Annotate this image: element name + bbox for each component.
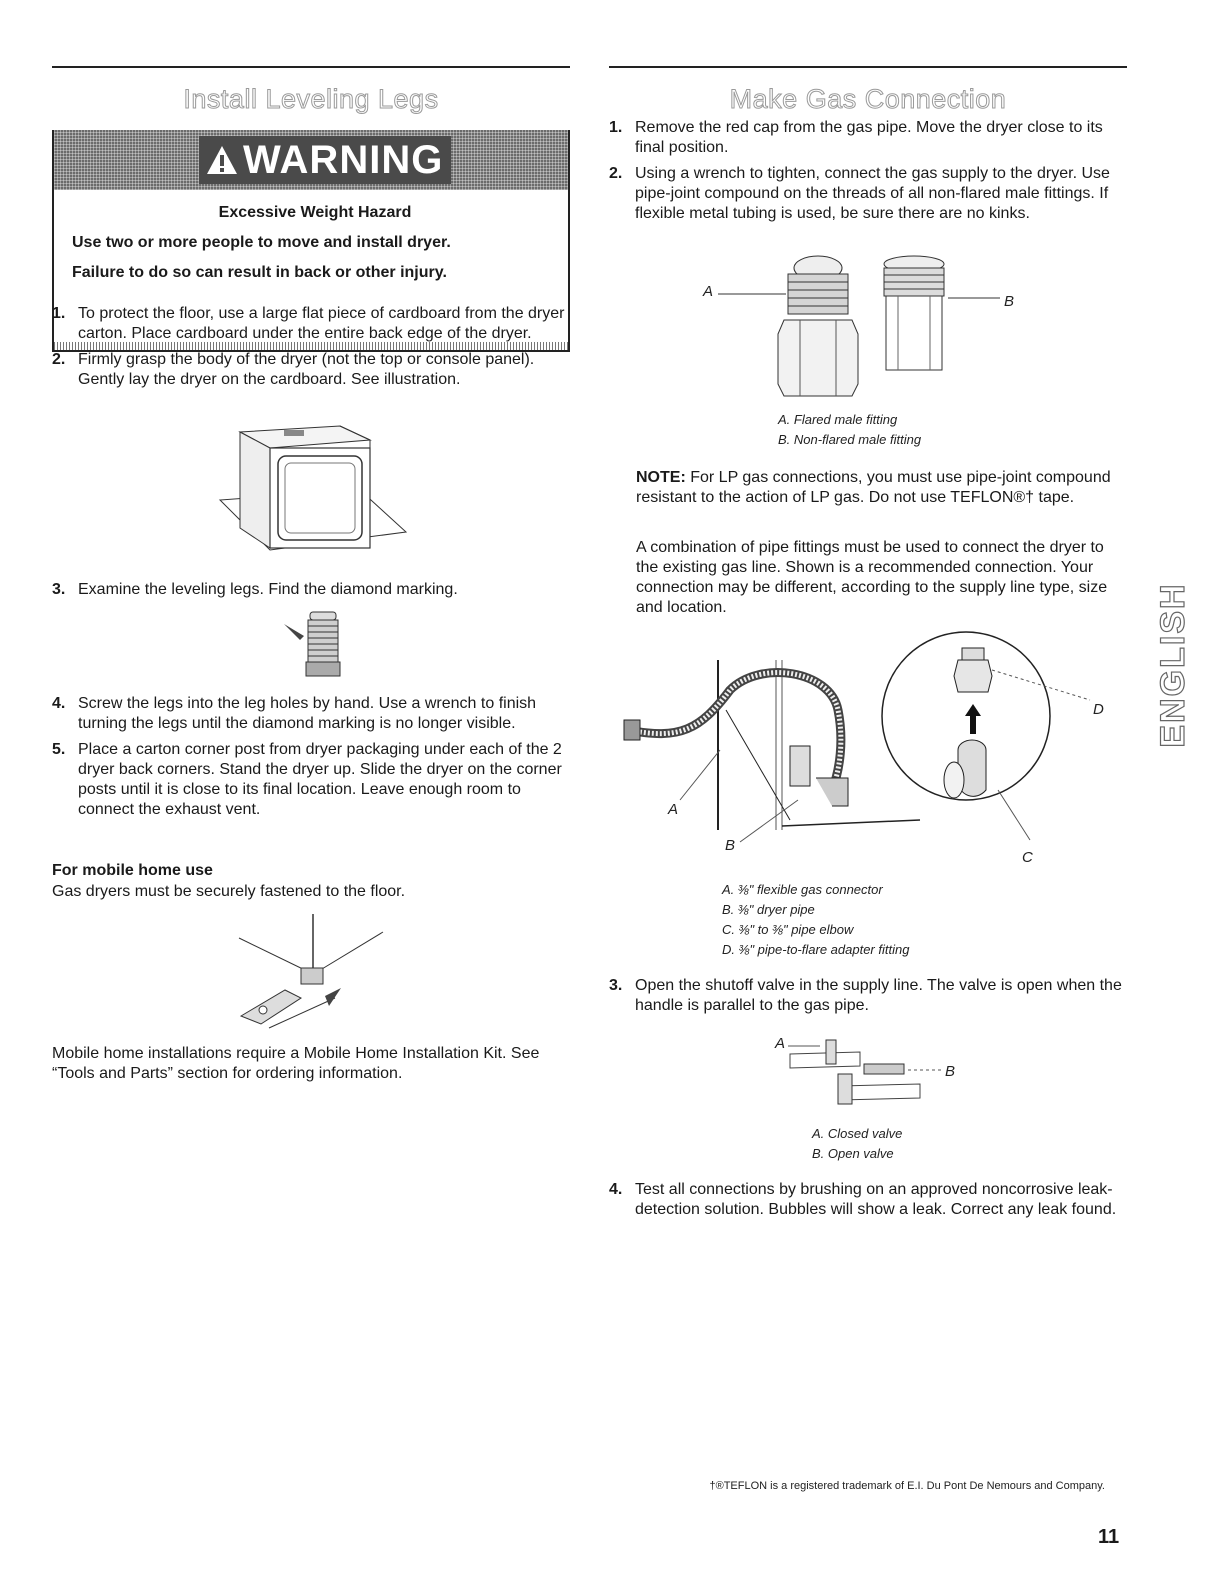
warning-hazard: Excessive Weight Hazard [218,204,412,221]
step-text: Firmly grasp the body of the dryer (not the top or console panel). Gently lay the dryer on the cardboard. See illustration. [78,351,535,388]
conn-caption-b: B. ⅜" dryer pipe [722,902,815,917]
mobile-home-heading: For mobile home use [52,862,213,879]
language-side-tab [1148,560,1198,770]
step-number: 2. [52,351,66,368]
warning-line-1: Use two or more people to move and install dryer. [72,234,451,251]
pipe-combination-text: A combination of pipe fittings must be used to connect the dryer to the existing gas line. Shown is a recommended connection. Your connection may be different, according to the supply line type, size and location. [636,539,1108,616]
valve-label-b: B [945,1063,956,1080]
list-item [52,740,572,820]
step-text: Remove the red cap from the gas pipe. Move the dryer close to its final position. [635,119,1103,156]
conn-label-a: A [668,801,679,818]
list-item [609,164,1129,224]
fitting-label-b: B [1004,293,1015,310]
list-item [52,694,572,734]
right-steps-1-2 [609,118,1129,230]
left-section-title: Install Leveling Legs [183,84,439,114]
list-item [52,580,572,600]
conn-label-b: B [725,837,736,854]
right-column [609,66,1127,116]
warning-word: WARNING [243,138,444,182]
step-number: 4. [52,695,66,712]
left-top-rule [52,66,570,68]
valve-caption-b: B. Open valve [812,1146,894,1161]
step-number: 4. [609,1181,623,1198]
list-item [52,304,572,344]
conn-caption-a: A. ⅜" flexible gas connector [722,882,883,897]
warning-triangle-icon [205,144,239,176]
teflon-footnote: †®TEFLON is a registered trademark of E.I. Du Pont De Nemours and Company. [709,1480,1105,1492]
warning-line-2: Failure to do so can result in back or other injury. [72,264,447,281]
mobile-home-text: Gas dryers must be securely fastened to the floor. [52,883,406,900]
conn-label-c: C [1022,849,1033,866]
page-number: 11 [1098,1526,1120,1548]
step-number: 1. [52,305,66,322]
list-item [609,1180,1129,1220]
fittings-illustration [700,254,1030,404]
gas-connection-illustration [620,630,1100,860]
step-number: 5. [52,741,66,758]
step-number: 1. [609,119,623,136]
valve-caption-a: A. Closed valve [812,1126,903,1141]
list-item [609,118,1129,158]
note-label: NOTE: [636,469,686,486]
step-number: 2. [609,165,623,182]
dryer-on-cardboard-illustration [210,420,410,560]
left-step-3 [52,580,572,606]
valve-label-a: A [775,1035,786,1052]
step-text: Using a wrench to tighten, connect the gas supply to the dryer. Use pipe-joint compound on the threads of all non-flared male fittings. If flexible metal tubing is used, be sure there are no kinks. [635,165,1110,222]
step-number: 3. [52,581,66,598]
lp-gas-note [636,468,1116,508]
step-text: Examine the leveling legs. Find the diamond marking. [78,581,458,598]
warning-banner [54,130,568,190]
leveling-leg-illustration [280,608,360,684]
conn-caption-d: D. ⅜" pipe-to-flare adapter fitting [722,942,910,957]
list-item [52,350,572,390]
fitting-caption-a: A. Flared male fitting [778,412,898,427]
left-steps-4-5 [52,694,572,826]
right-section-title: Make Gas Connection [729,84,1007,114]
step-text: To protect the floor, use a large flat piece of cardboard from the dryer carton. Place cardboard under the entire back edge of the dryer. [78,305,565,342]
step-text: Place a carton corner post from dryer packaging under each of the 2 dryer back corners. Stand the dryer up. Slide the dryer on the corner posts until it is close to its final location. Leave enough room to connect the exhaust vent. [78,741,562,818]
note-text: For LP gas connections, you must use pipe-joint compound resistant to the action of LP gas. Do not use TEFLON®† tape. [636,469,1111,506]
warning-label [199,136,451,184]
left-steps-1-2 [52,304,572,396]
mobile-home-bracket-illustration [225,912,395,1032]
conn-caption-c: C. ⅜" to ⅜" pipe elbow [722,922,854,937]
step-text: Open the shutoff valve in the supply line. The valve is open when the handle is parallel to the gas pipe. [635,977,1122,1014]
fitting-label-a: A [703,283,714,300]
conn-label-d: D [1093,701,1104,718]
language-side-tab-label: ENGLISH [1154,582,1192,748]
step-number: 3. [609,977,623,994]
right-step-3 [609,976,1129,1022]
step-text: Test all connections by brushing on an approved noncorrosive leak-detection solution. Bubbles will show a leak. Correct any leak found. [635,1181,1117,1218]
right-top-rule [609,66,1127,68]
right-step-4 [609,1180,1129,1226]
shutoff-valve-illustration [780,1030,960,1120]
step-text: Screw the legs into the leg holes by hand. Use a wrench to finish turning the legs until the diamond marking is no longer visible. [78,695,537,732]
fitting-caption-b: B. Non-flared male fitting [778,432,922,447]
mobile-kit-text: Mobile home installations require a Mobile Home Installation Kit. See “Tools and Parts” section for ordering information. [52,1045,540,1082]
list-item [609,976,1129,1016]
left-column [52,66,570,281]
